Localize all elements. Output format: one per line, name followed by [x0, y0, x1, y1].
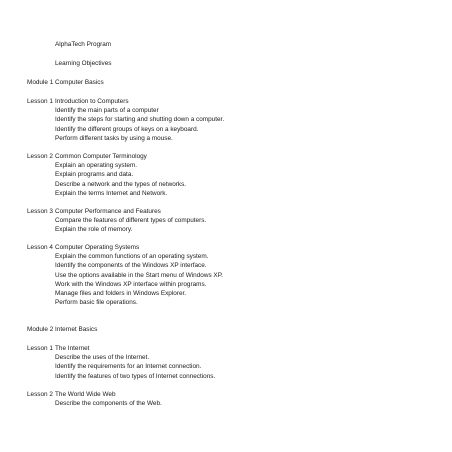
row-body [55, 152, 186, 198]
program-title: AlphaTech Program [55, 41, 112, 48]
row-title: Common Computer Terminology [55, 153, 147, 160]
row-title: Computer Operating Systems [55, 244, 140, 251]
learning-objective: Explain programs and data. [55, 171, 134, 179]
row-title: Introduction to Computers [55, 98, 129, 105]
learning-objective: Describe the uses of the Internet. [55, 354, 150, 362]
row-body [55, 78, 104, 87]
learning-objective: Explain the terms Internet and Network. [55, 189, 168, 197]
learning-objective: Identify the components of the Windows XP interface. [55, 262, 207, 270]
row-title: Internet Basics [55, 326, 98, 333]
row-title: Computer Performance and Features [55, 208, 161, 215]
row-title: Computer Basics [55, 79, 104, 86]
learning-objective: Work with the Windows XP interface within programs. [55, 280, 207, 288]
row-title: The World Wide Web [55, 391, 116, 398]
learning-objective: Perform different tasks by using a mouse. [55, 134, 173, 142]
row-body [55, 207, 206, 235]
section-subtitle: Learning Objectives [55, 60, 112, 67]
row-label: Module 1 [27, 79, 54, 86]
row-label: Lesson 4 [27, 244, 53, 251]
learning-objective: Use the options available in the Start menu of Windows XP. [55, 271, 223, 279]
learning-objective: Explain the role of memory. [55, 226, 133, 234]
row-label: Lesson 3 [27, 208, 53, 215]
learning-objective: Describe a network and the types of networks. [55, 180, 187, 188]
learning-objective: Describe the components of the Web. [55, 400, 162, 408]
row-body [55, 325, 97, 334]
learning-objective: Explain the common functions of an operating system. [55, 253, 209, 261]
row-label: Lesson 1 [27, 98, 53, 105]
learning-objective: Compare the features of different types of computers. [55, 217, 207, 225]
row-title: The Internet [55, 345, 90, 352]
row-label: Lesson 2 [27, 391, 53, 398]
row-label: Module 2 [27, 326, 54, 333]
row-body [55, 344, 215, 381]
learning-objective: Identify the features of two types of Internet connections. [55, 372, 216, 380]
learning-objective: Manage files and folders in Windows Explorer. [55, 289, 187, 297]
row-body [55, 243, 223, 307]
learning-objective: Identify the main parts of a computer [55, 107, 159, 115]
learning-objective: Identify the steps for starting and shutting down a computer. [55, 116, 225, 124]
learning-objective: Identify the different groups of keys on a keyboard. [55, 125, 199, 133]
learning-objective: Explain an operating system. [55, 162, 138, 170]
learning-objective: Perform basic file operations. [55, 299, 138, 307]
row-label: Lesson 2 [27, 153, 53, 160]
row-body [55, 390, 162, 408]
row-body [55, 97, 224, 143]
row-label: Lesson 1 [27, 345, 53, 352]
learning-objective: Identify the requirements for an Internet connection. [55, 363, 202, 371]
